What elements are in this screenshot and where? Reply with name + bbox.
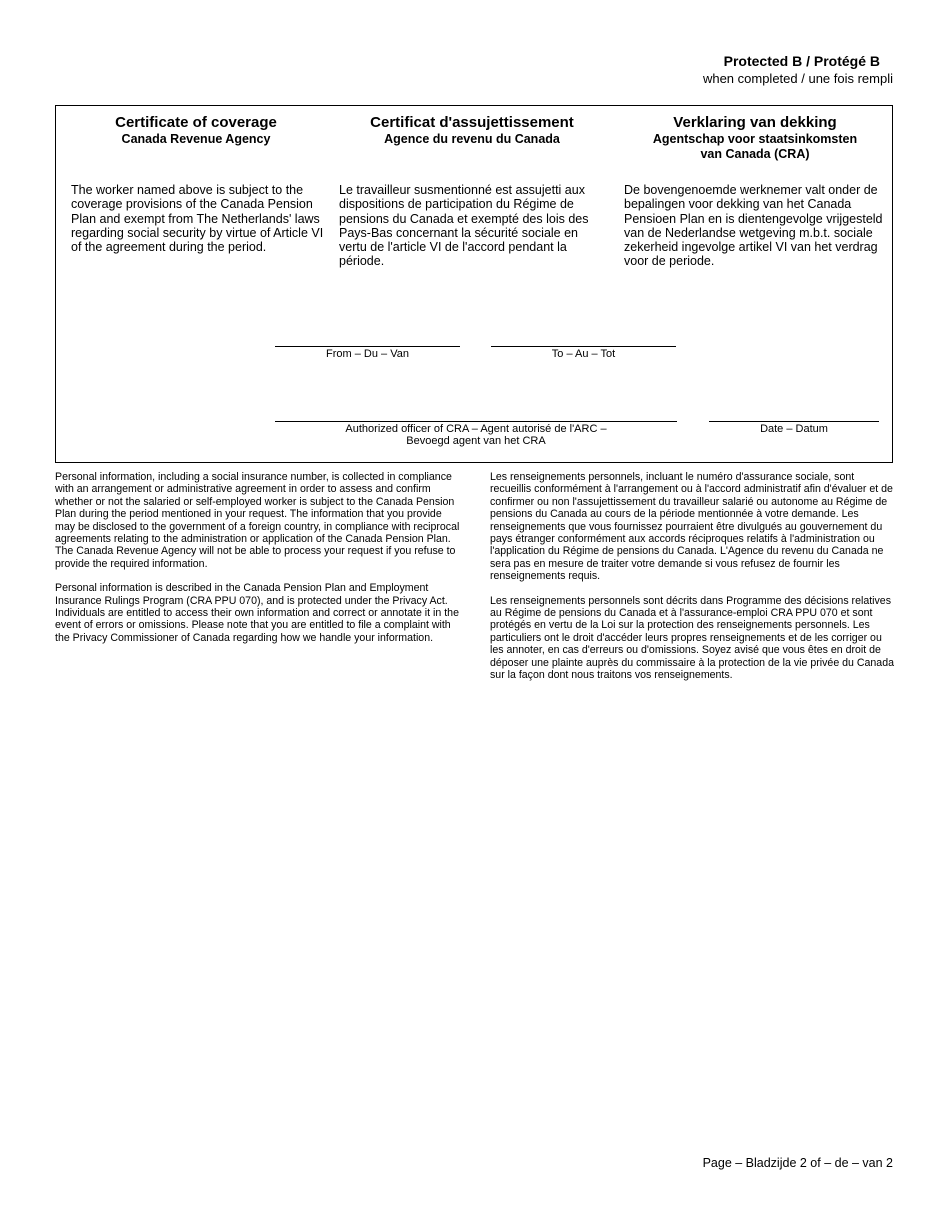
french-agency: Agence du revenu du Canada: [384, 132, 560, 146]
english-title: Certificate of coverage: [115, 114, 277, 131]
french-title: Certificat d'assujettissement: [370, 114, 574, 131]
english-heading: [86, 114, 306, 147]
dutch-agency-line1: Agentschap voor staatsinkomsten: [652, 132, 858, 146]
dutch-agency-line2: van Canada (CRA): [700, 147, 810, 161]
french-statement: Le travailleur susmentionné est assujetti aux dispositions de participation du Régime de pensions du Canada et exempté des lois des Pays-Bas concernant la sécurité sociale en vertu de l'article VI de l'accord pendant la période.: [339, 183, 589, 269]
signature-date-label: Date – Datum: [760, 423, 828, 435]
to-date-label: To – Au – Tot: [551, 348, 616, 360]
to-date-field[interactable]: [491, 346, 676, 361]
privacy-paragraph: Les renseignements personnels sont décrits dans Programme des décisions relatives au Régime de pensions du Canada et à l'assurance-emploi CRA PPU 070 et sont protégés en vertu de la Loi sur la protection des renseignements personnels. Les particuliers ont le droit d'accéder leurs propres renseignements et de les corriger ou les annoter, en cas d'erreurs ou d'omissions. Soyez avisé que vous êtes en droit de déposer une plainte auprès du commissaire à la protection de la vie privée du Canada sur la façon dont nous traitons vos renseignements.: [490, 594, 894, 682]
english-agency: Canada Revenue Agency: [121, 132, 271, 146]
privacy-paragraph: Personal information, including a social insurance number, is collected in compliance with an arrangement or administrative agreement in order to assess and confirm whether or not the salaried or self-employed worker is subject to the Canada Pension Plan during the period mentioned in your request. The information that you provide may be disclosed to the government of a foreign country, in compliance with reciprocal agreements relating to the administration or application of the Canada Pension Plan. The Canada Revenue Agency will not be able to process your request if you refuse to provide the required information.: [55, 471, 460, 570]
certificate-of-coverage-box: [55, 105, 893, 463]
authorized-officer-label-line1: Authorized officer of CRA – Agent autorisé de l'ARC –: [345, 423, 607, 435]
privacy-notice-english: [55, 471, 463, 656]
authorized-officer-label-line2: Bevoegd agent van het CRA: [406, 434, 546, 447]
from-date-label: From – Du – Van: [326, 348, 409, 360]
dutch-heading: [639, 114, 871, 162]
protected-marking-note: when completed / une fois rempli: [702, 71, 893, 86]
privacy-paragraph: Les renseignements personnels, incluant le numéro d'assurance sociale, sont recueillis conformément à l'arrangement ou à l'accord administratif afin d'évaluer et de confirmer ou non l'assujettissement du travailleur salarié ou autonome au Régime de pensions du Canada au cours de la période mentionnée à votre demande. Les renseignements que vous fournissez pourraient être divulgués au gouvernement du pays étranger conformément aux accords réciproques relatifs à l'administration ou l'application du Régime de pensions du Canada. L'Agence du revenu du Canada ne sera pas en mesure de traiter votre demande si vous refusez de fournir les renseignements requis.: [490, 471, 893, 583]
dutch-statement: De bovengenoemde werknemer valt onder de bepalingen voor dekking van het Canada Pensioen Plan en is dientengevolge vrijgesteld van de Nederlandse wetgeving m.b.t. sociale zekerheid ingevolge artikel VI van het verdrag voor de periode.: [624, 183, 883, 269]
privacy-paragraph: Personal information is described in the Canada Pension Plan and Employment Insurance Rulings Program (CRA PPU 070), and is protected under the Privacy Act. Individuals are entitled to access their own information and correct or annotate it in the event of errors or omissions. Please note that you are entitled to file a complaint with the Privacy Commissioner of Canada regarding how we handle your information.: [55, 582, 459, 644]
english-statement: The worker named above is subject to the coverage provisions of the Canada Pension Plan and exempt from The Netherlands' laws regarding social security by virtue of Article VI of the agreement during the period.: [71, 183, 324, 255]
from-date-field[interactable]: [275, 346, 460, 361]
authorized-officer-signature-field[interactable]: [275, 421, 677, 447]
privacy-notice-french: [490, 471, 895, 694]
page-number: Page – Bladzijde 2 of – de – van 2: [702, 1156, 893, 1170]
french-heading: [346, 114, 598, 147]
protected-marking: Protected B / Protégé B: [723, 53, 880, 69]
dutch-title: Verklaring van dekking: [673, 114, 837, 131]
signature-date-field[interactable]: [709, 421, 879, 436]
